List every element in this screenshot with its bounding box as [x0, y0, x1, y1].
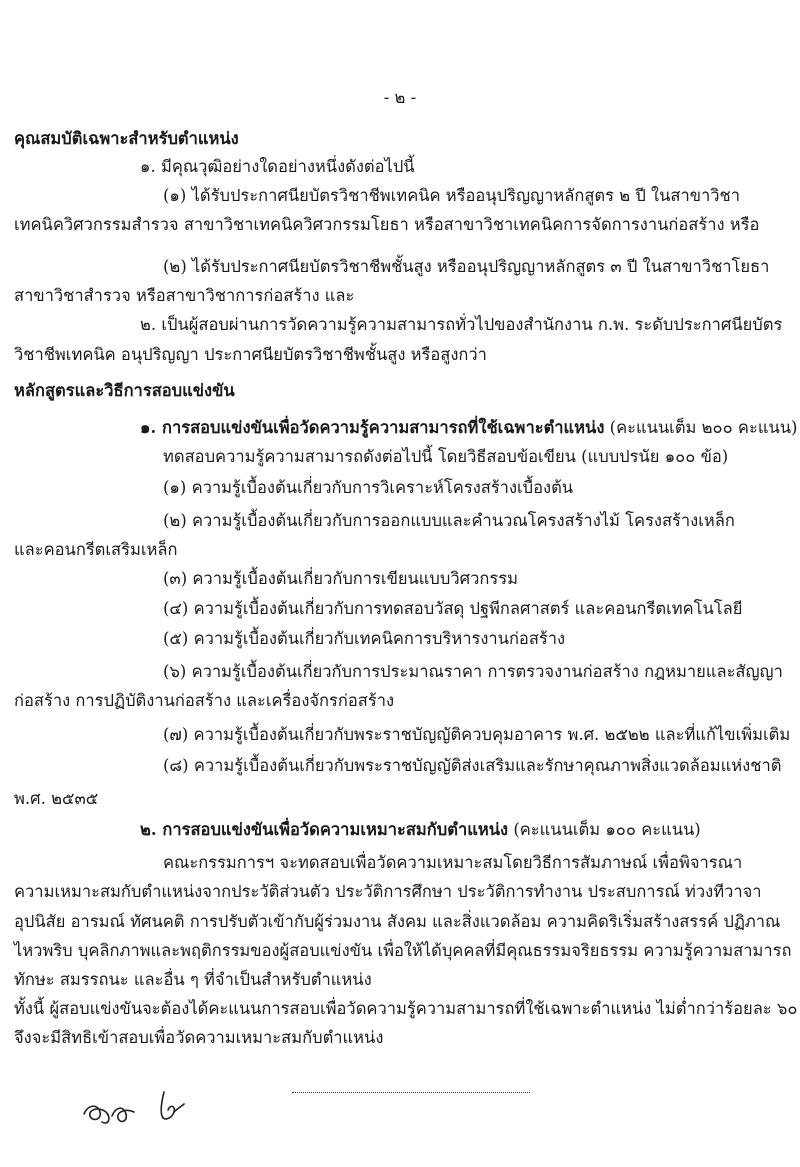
exam-note-line-1: ทั้งนี้ ผู้สอบแข่งขันจะต้องได้คะแนนการสอบเพื่อวัดความรู้ความสามารถที่ใช้เฉพาะตำแหน่ง ไม่ต่ำกว่าร้อยละ ๖๐ — [14, 999, 798, 1018]
exam-part-2-para-line-1: คณะกรรมการฯ จะทดสอบเพื่อวัดความเหมาะสมโดยวิธีการสัมภาษณ์ เพื่อพิจารณา — [163, 853, 743, 872]
exam-topic-6-a: (๖) ความรู้เบื้องต้นเกี่ยวกับการประมาณราคา การตรวจงานก่อสร้าง กฎหมายและสัญญา — [163, 662, 783, 681]
qualification-item-1-1-a: (๑) ได้รับประกาศนียบัตรวิชาชีพเทคนิค หรืออนุปริญญาหลักสูตร ๒ ปี ในสาขาวิชา — [163, 186, 741, 205]
exam-part-2-title — [140, 818, 701, 842]
qualification-item-1-2-b: สาขาวิชาสำรวจ หรือสาขาวิชาการก่อสร้าง และ — [14, 286, 355, 305]
qualification-item-2-b: วิชาชีพเทคนิค อนุปริญญา ประกาศนียบัตรวิชาชีพชั้นสูง หรือสูงกว่า — [14, 345, 487, 364]
exam-part-2-para-line-5: ทักษะ สมรรถนะ และอื่น ๆ ที่จำเป็นสำหรับตำแหน่ง — [14, 970, 372, 989]
exam-part-1-score: (คะแนนเต็ม ๒๐๐ คะแนน) — [609, 418, 798, 437]
signature-mark — [78, 1082, 198, 1152]
qualification-item-1-2-a: (๒) ได้รับประกาศนียบัตรวิชาชีพชั้นสูง หรืออนุปริญญาหลักสูตร ๓ ปี ในสาขาวิชาโยธา — [163, 257, 770, 276]
exam-topic-2-b: และคอนกรีตเสริมเหล็ก — [14, 540, 178, 559]
exam-part-2-label: ๒. การสอบแข่งขันเพื่อวัดความเหมาะสมกับตำแหน่ง — [140, 820, 509, 839]
exam-part-1-label: ๑. การสอบแข่งขันเพื่อวัดความรู้ความสามารถที่ใช้เฉพาะตำแหน่ง — [140, 418, 605, 437]
exam-part-2-para-line-3: อุปนิสัย อารมณ์ ทัศนคติ การปรับตัวเข้ากับผู้ร่วมงาน สังคม และสิ่งแวดล้อม ความคิดริเริ่มสร้างสรรค์ ปฏิภาณ — [14, 912, 781, 931]
exam-topic-2-a: (๒) ความรู้เบื้องต้นเกี่ยวกับการออกแบบและคำนวณโครงสร้างไม้ โครงสร้างเหล็ก — [163, 511, 735, 530]
exam-topic-1: (๑) ความรู้เบื้องต้นเกี่ยวกับการวิเคราะห์โครงสร้างเบื้องต้น — [163, 478, 574, 497]
qualification-item-1: ๑. มีคุณวุฒิอย่างใดอย่างหนึ่งดังต่อไปนี้ — [140, 157, 415, 176]
exam-part-2-score: (คะแนนเต็ม ๑๐๐ คะแนน) — [513, 820, 701, 839]
exam-topic-7: (๗) ความรู้เบื้องต้นเกี่ยวกับพระราชบัญญัติควบคุมอาคาร พ.ศ. ๒๕๒๒ และที่แก้ไขเพิ่มเติม — [163, 725, 791, 744]
exam-topic-3: (๓) ความรู้เบื้องต้นเกี่ยวกับการเขียนแบบวิศวกรรม — [163, 569, 518, 588]
exam-topic-8-a: (๘) ความรู้เบื้องต้นเกี่ยวกับพระราชบัญญัติส่งเสริมและรักษาคุณภาพสิ่งแวดล้อมแห่งชาติ — [163, 756, 782, 775]
qualification-item-2-a: ๒. เป็นผู้สอบผ่านการวัดความรู้ความสามารถทั่วไปของสำนักงาน ก.พ. ระดับประกาศนียบัตร — [140, 315, 783, 334]
qualifications-heading: คุณสมบัติเฉพาะสำหรับตำแหน่ง — [14, 129, 239, 148]
exam-topic-8-b: พ.ศ. ๒๕๓๕ — [14, 789, 99, 808]
exam-topic-6-b: ก่อสร้าง การปฏิบัติงานก่อสร้าง และเครื่องจักรก่อสร้าง — [14, 691, 395, 710]
page-number: - ๒ - — [383, 88, 417, 107]
exam-part-1-intro: ทดสอบความรู้ความสามารถดังต่อไปนี้ โดยวิธีสอบข้อเขียน (แบบปรนัย ๑๐๐ ข้อ) — [163, 447, 729, 466]
exam-part-2-para-line-2: ความเหมาะสมกับตำแหน่งจากประวัติส่วนตัว ประวัติการศึกษา ประวัติการทำงาน ประสบการณ์ ท่วงทีวาจา — [14, 882, 762, 901]
exam-note-line-2: จึงจะมีสิทธิเข้าสอบเพื่อวัดความเหมาะสมกับตำแหน่ง — [14, 1028, 384, 1047]
exam-heading: หลักสูตรและวิธีการสอบแข่งขัน — [14, 381, 235, 400]
exam-topic-4: (๔) ความรู้เบื้องต้นเกี่ยวกับการทดสอบวัสดุ ปฐพีกลศาสตร์ และคอนกรีตเทคโนโลยี — [163, 599, 743, 618]
exam-part-1-title — [140, 416, 797, 440]
qualification-item-1-1-b: เทคนิควิศวกรรมสำรวจ สาขาวิชาเทคนิควิศวกรรมโยธา หรือสาขาวิชาเทคนิคการจัดการงานก่อสร้าง หรือ — [14, 215, 760, 234]
exam-topic-5: (๕) ความรู้เบื้องต้นเกี่ยวกับเทคนิคการบริหารงานก่อสร้าง — [163, 629, 566, 648]
signature-dotted-line — [292, 1092, 530, 1093]
exam-part-2-para-line-4: ไหวพริบ บุคลิกภาพและพฤติกรรมของผู้สอบแข่งขัน เพื่อให้ได้บุคคลที่มีคุณธรรมจริยธรรม ความรู้ความสามารถ — [14, 941, 792, 960]
